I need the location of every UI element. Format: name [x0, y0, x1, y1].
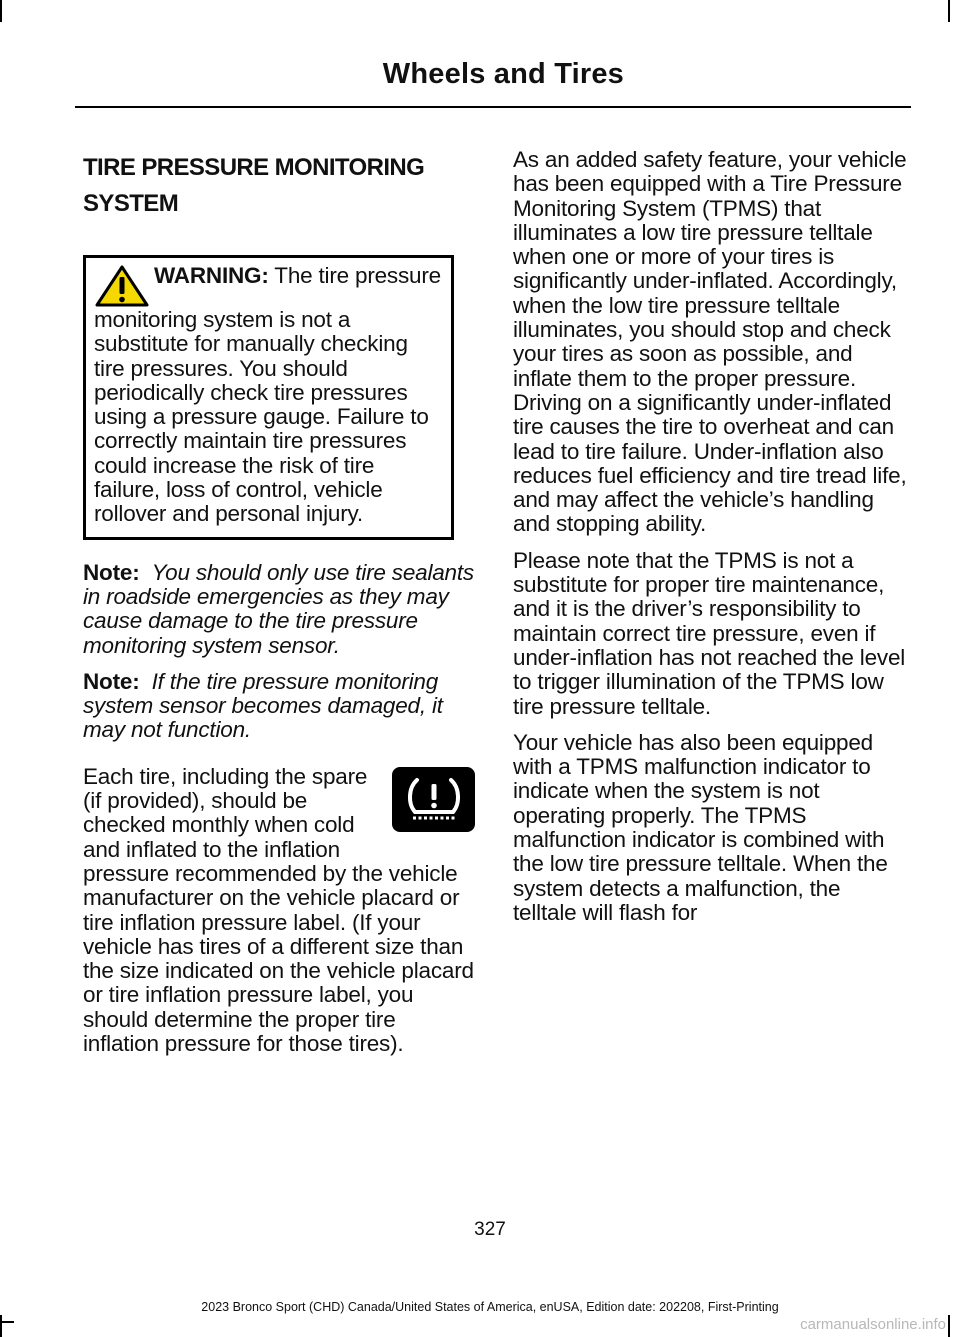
warning-label: WARNING: — [154, 263, 269, 288]
right-column — [513, 148, 909, 925]
tpms-body-text: Each tire, including the spare (if provided), should be checked monthly when cold and inflated to the inflation pressure recommended by the vehicle manufacturer on the vehicle placard or tire inflation pressure label. (If your vehicle has tires of a different size than the size indicated on the vehicle placard or tire inflation pressure label, you should determine the proper tire inflation pressure for those tires). — [83, 763, 474, 1057]
note-label: Note: — [83, 559, 140, 585]
note-label: Note: — [83, 668, 140, 694]
tpms-intro-paragraph: As an added safety feature, your vehicle has been equipped with a Tire Pressure Monitoring System (TPMS) that illuminates a low tire pressure telltale when one or more of your tires is significantly under-inflated. Accordingly, when the low tire pressure telltale illuminates, you should stop and check your tires as soon as possible, and inflate them to the proper pressure. Driving on a significantly under-inflated tire causes the tire to overheat and can lead to tire failure. Under-inflation also reduces fuel efficiency and tire tread life, and may affect the vehicle’s handling and stopping ability. — [513, 147, 907, 537]
warning-box — [83, 255, 454, 540]
tire-pressure-warning-icon — [392, 767, 475, 832]
warning-triangle-icon — [94, 264, 150, 308]
tpms-malfunction-paragraph: Your vehicle has also been equipped with a TPMS malfunction indicator to indicate when the system is not operating properly. The TPMS malfunction indicator is combined with the low tire pressure telltale. When the system detects a malfunction, the telltale will flash for — [513, 729, 888, 925]
note-sealants — [83, 561, 475, 658]
note-text: If the tire pressure monitoring system sensor becomes damaged, it may not function. — [83, 668, 443, 743]
watermark: carmanualsonline.info — [800, 1316, 946, 1333]
section-heading — [83, 150, 475, 222]
crop-mark-bottom-left-h — [0, 1321, 14, 1323]
note-sensor-damage — [83, 670, 475, 743]
crop-mark-top-left — [0, 0, 2, 22]
page-number: 327 — [474, 1219, 506, 1240]
crop-mark-top-right — [948, 0, 950, 22]
tpms-paragraph — [83, 765, 475, 1057]
header-divider — [75, 106, 911, 108]
page-header-title: Wheels and Tires — [382, 58, 624, 90]
footer-edition: 2023 Bronco Sport (CHD) Canada/United States of America, enUSA, Edition date: 202208, First-Printing — [201, 1300, 779, 1314]
tpms-maintenance-paragraph: Please note that the TPMS is not a substitute for proper tire maintenance, and it is the driver’s responsibility to maintain correct tire pressure, even if under-inflation has not reached the level to trigger illumination of the TPMS low tire pressure telltale. — [513, 547, 906, 719]
left-column — [83, 150, 475, 1056]
warning-text: The tire pressure monitoring system is not a substitute for manually checking tire pressures. You should periodically check tire pressures using a pressure gauge. Failure to correctly maintain tire pressures could increase the risk of tire failure, loss of control, vehicle rollover and personal injury. — [94, 263, 441, 527]
crop-mark-bottom-right — [948, 1315, 950, 1337]
section-heading-line1: TIRE PRESSURE MONITORING — [83, 154, 425, 181]
note-text: You should only use tire sealants in roadside emergencies as they may cause damage to the tire pressure monitoring system sensor. — [83, 559, 474, 658]
crop-mark-bottom-left — [0, 1315, 2, 1337]
section-heading-line2: SYSTEM — [83, 190, 179, 217]
